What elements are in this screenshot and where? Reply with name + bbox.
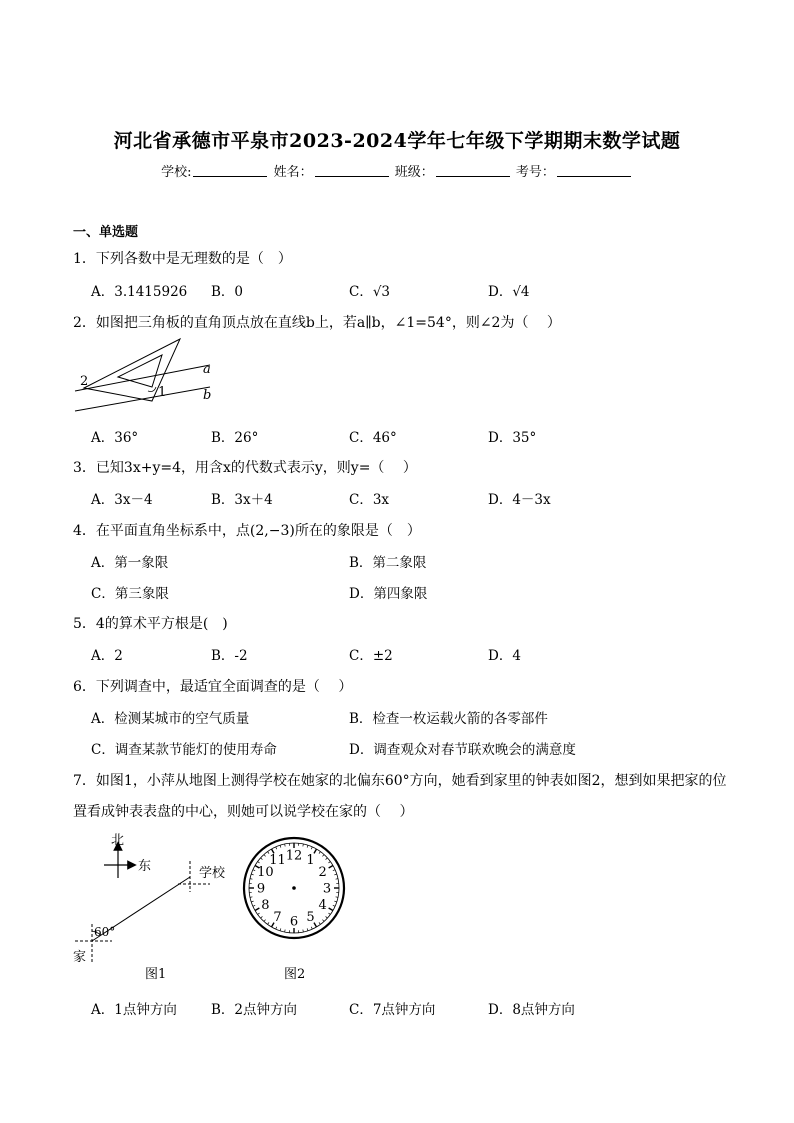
question-7-stem-line1: 7．如图1，小萍从地图上测得学校在她家的北偏东60°方向，她看到家里的钟表如图2，想到如果把家的位 — [73, 773, 727, 789]
exam-number-label: 考号： — [515, 165, 555, 180]
clock-number: 8 — [261, 898, 270, 913]
q2-option-c[interactable]: C．46° — [349, 430, 397, 446]
clock-minute-tick — [334, 874, 336, 875]
q4-option-d[interactable]: D．第四象限 — [349, 586, 428, 602]
clock-number: 11 — [269, 852, 286, 868]
class-label: 班级： — [394, 165, 434, 180]
q3-option-c[interactable]: C．3x — [349, 492, 390, 508]
clock-minute-tick — [336, 879, 338, 880]
clock-number: 10 — [257, 865, 274, 880]
q5-option-c[interactable]: C．±2 — [349, 648, 393, 664]
q6-option-a[interactable]: A．检测某城市的空气质量 — [91, 711, 250, 727]
line-a — [75, 365, 210, 391]
clock-minute-tick — [268, 922, 269, 924]
clock-minute-tick — [319, 922, 320, 924]
clock-minute-tick — [251, 901, 253, 902]
q5-option-d[interactable]: D．4 — [488, 648, 521, 664]
q7-option-d[interactable]: D．8点钟方向 — [488, 1002, 575, 1018]
student-info-line — [0, 161, 794, 180]
figure-2-caption: 图2 — [284, 967, 306, 982]
clock-minute-tick — [253, 905, 255, 906]
clock-hour-tick — [329, 866, 333, 869]
clock-minute-tick — [261, 916, 263, 918]
clock-minute-tick — [311, 847, 312, 849]
north-label: 北 — [111, 833, 125, 848]
q2-option-d[interactable]: D．35° — [488, 430, 537, 446]
clock-minute-tick — [258, 913, 260, 914]
line-b-label: b — [203, 388, 212, 403]
q1-option-c[interactable]: C．√3 — [349, 284, 391, 300]
clock-minute-tick — [307, 928, 308, 930]
clock-center-dot — [292, 886, 296, 890]
q1-option-b[interactable]: B．0 — [211, 284, 244, 300]
q6-option-b[interactable]: B．检查一枚运载火箭的各零部件 — [349, 711, 548, 727]
clock-minute-tick — [319, 852, 320, 854]
clock-minute-tick — [276, 927, 277, 929]
clock-number: 4 — [318, 898, 327, 913]
q1-option-a[interactable]: A．3.1415926 — [91, 284, 188, 300]
name-blank[interactable] — [315, 164, 389, 177]
question-1-stem: 1．下列各数中是无理数的是（ ） — [73, 251, 292, 267]
clock-minute-tick — [333, 905, 335, 906]
clock-number: 7 — [273, 910, 282, 926]
q3-option-d[interactable]: D．4－3x — [488, 492, 551, 508]
clock-number: 2 — [318, 865, 327, 880]
q4-option-c[interactable]: C．第三象限 — [91, 586, 169, 602]
section-heading: 一、单选题 — [73, 225, 139, 240]
east-label: 东 — [138, 859, 152, 874]
clock-minute-tick — [303, 844, 304, 846]
clock-minute-tick — [303, 930, 304, 932]
clock-number: 6 — [289, 914, 299, 930]
q1-option-d[interactable]: D．√4 — [488, 284, 530, 300]
q4-option-a[interactable]: A．第一象限 — [91, 555, 169, 571]
clock-minute-tick — [264, 920, 266, 922]
clock-minute-tick — [336, 897, 338, 898]
line-a-label: a — [203, 362, 211, 377]
clock-minute-tick — [322, 920, 324, 922]
home-label: 家 — [73, 950, 87, 965]
question-2-stem: 2．如图把三角板的直角顶点放在直线b上，若a∥b，∠1=54°，则∠2为（ ） — [73, 315, 561, 331]
q7-option-b[interactable]: B．2点钟方向 — [211, 1002, 298, 1018]
school-label: 学校: — [161, 165, 192, 180]
school-label: 学校 — [199, 866, 226, 881]
school-blank[interactable] — [193, 164, 267, 177]
clock-minute-tick — [261, 858, 263, 860]
q5-option-b[interactable]: B．-2 — [211, 648, 248, 664]
clock-minute-tick — [328, 862, 330, 863]
angle-2-label: 2 — [80, 374, 89, 389]
question-7-stem-line2: 置看成钟表表盘的中心，则她可以说学校在家的（ ） — [73, 804, 414, 820]
clock-minute-tick — [253, 870, 255, 871]
clock-minute-tick — [322, 855, 324, 857]
clock-minute-tick — [285, 844, 286, 846]
clock-minute-tick — [334, 901, 336, 902]
clock-figure — [240, 836, 350, 986]
name-label: 姓名： — [273, 165, 313, 180]
angle-1-arc — [148, 387, 156, 392]
clock-minute-tick — [333, 870, 335, 871]
q6-option-c[interactable]: C．调查某款节能灯的使用寿命 — [91, 742, 277, 758]
exam-number-blank[interactable] — [557, 164, 631, 177]
question-5-stem: 5．4的算术平方根是( ) — [73, 616, 228, 632]
q5-option-a[interactable]: A．2 — [91, 648, 123, 664]
clock-hour-tick — [329, 908, 333, 911]
question-6-stem: 6．下列调查中，最适宜全面调查的是（ ） — [73, 679, 353, 695]
clock-minute-tick — [276, 847, 277, 849]
q3-option-a[interactable]: A．3x－4 — [91, 492, 153, 508]
clock-number: 12 — [285, 848, 303, 864]
clock-minute-tick — [285, 930, 286, 932]
clock-minute-tick — [326, 916, 328, 918]
q7-option-c[interactable]: C．7点钟方向 — [349, 1002, 436, 1018]
map-figure — [70, 828, 240, 983]
clock-minute-tick — [280, 928, 281, 930]
q7-option-a[interactable]: A．1点钟方向 — [91, 1002, 177, 1018]
q2-option-b[interactable]: B．26° — [211, 430, 259, 446]
clock-minute-tick — [307, 845, 308, 847]
clock-minute-tick — [250, 897, 252, 898]
clock-number: 1 — [306, 852, 315, 868]
figure-1-caption: 图1 — [145, 967, 167, 982]
clock-minute-tick — [251, 874, 253, 875]
q4-option-b[interactable]: B．第二象限 — [349, 555, 427, 571]
clock-number: 5 — [306, 910, 315, 926]
clock-number: 9 — [256, 881, 266, 897]
clock-number: 3 — [322, 881, 332, 897]
clock-minute-tick — [258, 862, 260, 863]
q3-option-b[interactable]: B．3x＋4 — [211, 492, 273, 508]
clock-minute-tick — [328, 913, 330, 914]
clock-minute-tick — [280, 845, 281, 847]
clock-minute-tick — [250, 879, 252, 880]
clock-hour-tick — [255, 908, 259, 911]
question-3-stem: 3．已知3x+y=4，用含x的代数式表示y，则y=（ ） — [73, 460, 417, 476]
triangle-ruler-figure — [70, 333, 230, 418]
q6-option-d[interactable]: D．调查观众对春节联欢晚会的满意度 — [349, 742, 576, 758]
page-title: 河北省承德市平泉市2023-2024学年七年级下学期期末数学试题 — [113, 130, 681, 152]
class-blank[interactable] — [436, 164, 510, 177]
clock-minute-tick — [264, 855, 266, 857]
clock-minute-tick — [311, 927, 312, 929]
q2-option-a[interactable]: A．36° — [91, 430, 139, 446]
angle-60-label: 60° — [94, 925, 116, 939]
clock-minute-tick — [326, 858, 328, 860]
question-4-stem: 4．在平面直角坐标系中，点(2,−3)所在的象限是（ ） — [73, 523, 421, 539]
angle-1-label: 1 — [158, 385, 167, 400]
